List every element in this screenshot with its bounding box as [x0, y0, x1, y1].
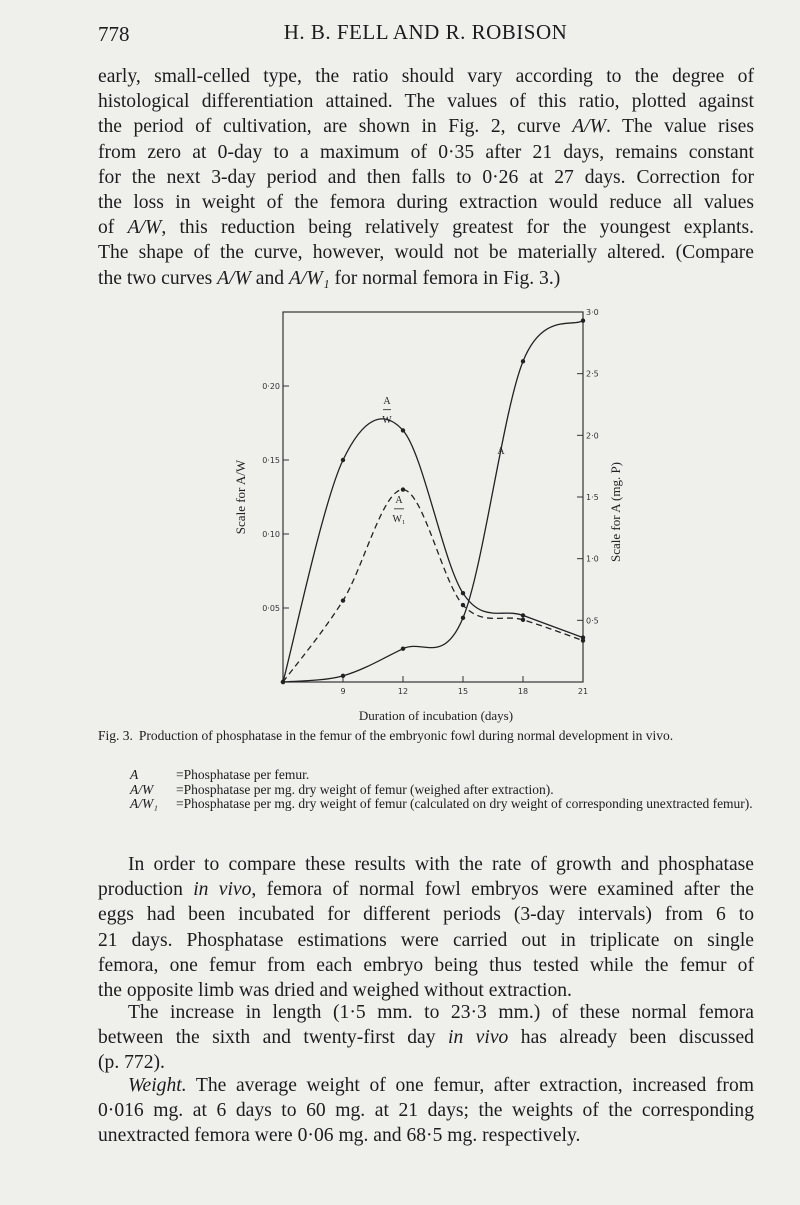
text-line: the two curves A/W and A/W₁ for normal femora in Fig. 3.) [98, 267, 561, 289]
data-point-a [341, 674, 345, 678]
text-line: The increase in length (1·5 mm. to 23·3 mm.) of these normal femora [128, 1002, 754, 1023]
y-left-tick-label: 0·20 [262, 382, 280, 391]
y-right-tick-label: 1·0 [586, 554, 599, 564]
curve-label-a: A [497, 445, 505, 457]
text-line: between the sixth and twenty-first day in vivo has already been discussed [98, 1027, 754, 1049]
text-line: production in vivo, femora of normal fowl embryos were examined after the [98, 879, 754, 901]
figure-3-chart [226, 302, 646, 732]
legend-definition: =Phosphatase per mg. dry weight of femur (calculated on dry weight of corresponding unextracted femur). [176, 796, 753, 811]
data-point-a-w- [461, 603, 465, 607]
text-line: the loss in weight of the femora during extraction would reduce all values [98, 192, 754, 214]
text-line: the period of cultivation, are shown in Fig. 2, curve A/W. The value rises [98, 116, 754, 138]
data-point-a [281, 680, 285, 684]
data-point-a [521, 359, 525, 363]
text-line: 21 days. Phosphatase estimations were carried out in triplicate on single [98, 929, 754, 951]
page-number: 778 [98, 22, 130, 46]
data-point-a-w- [341, 598, 345, 602]
y-left-axis-title: Scale for A/W [233, 459, 248, 535]
paragraph-ratio-values [98, 64, 754, 291]
text-line: In order to compare these results with the rate of growth and phosphatase [128, 854, 754, 875]
legend-row [130, 768, 760, 783]
x-tick-label: 9 [340, 687, 346, 696]
paragraph-weight [98, 1073, 754, 1149]
data-point-a-w [521, 613, 525, 617]
data-point-a-w [341, 458, 345, 462]
text-line: early, small-celled type, the ratio should vary according to the degree of [98, 66, 754, 87]
y-left-tick-label: 0·05 [262, 604, 280, 613]
x-tick-label: 18 [517, 687, 529, 696]
running-head-authors: H. B. FELL AND R. ROBISON [283, 20, 568, 44]
symbol-legend [130, 768, 760, 812]
text-line: of A/W, this reduction being relatively greatest for the youngest explants. [98, 217, 754, 239]
text-line: (p. 772). [98, 1052, 165, 1074]
y-left-tick-label: 0·10 [262, 530, 280, 539]
text-line: from zero at 0-day to a maximum of 0·35 after 21 days, remains constant [98, 141, 754, 163]
text-line: The shape of the curve, however, would not be materially altered. (Compare [98, 242, 754, 264]
data-point-a-w- [401, 487, 405, 491]
data-point-a [461, 616, 465, 620]
figure-caption [98, 728, 758, 743]
legend-row [130, 783, 760, 798]
y-right-axis-title: Scale for A (mg. P) [608, 461, 623, 563]
x-tick-label: 12 [397, 687, 409, 696]
text-line: Weight. The average weight of one femur, after extraction, increased from [128, 1075, 754, 1096]
text-line: femora, one femur from each embryo being thus tested while the femur of [98, 954, 754, 976]
text-line: the opposite limb was dried and weighed without extraction. [98, 980, 572, 1002]
curve-label-aw-denominator: W [382, 415, 392, 426]
legend-symbol: A/W₁ [130, 796, 158, 811]
data-point-a-w [461, 591, 465, 595]
data-point-a-w- [521, 618, 525, 622]
series-line-a-w- [283, 490, 583, 682]
plot-frame [283, 312, 583, 682]
y-right-tick-label: 2·5 [586, 369, 599, 379]
text-line: eggs had been incubated for different periods (3-day intervals) from 6 to [98, 904, 754, 926]
legend-definition: =Phosphatase per mg. dry weight of femur (weighed after extraction). [176, 781, 554, 797]
y-left-tick-label: 0·15 [262, 456, 280, 465]
paragraph-length-increase [98, 1000, 754, 1076]
running-head [98, 18, 753, 50]
text-line: 0·016 mg. at 6 days to 60 mg. at 21 days; the weights of the corresponding [98, 1100, 754, 1122]
series-line-a-w [283, 419, 583, 682]
phosphatase-line-chart [226, 302, 646, 732]
text-line: histological differentiation attained. The values of this ratio, plotted against [98, 91, 754, 113]
curve-label-aw1-denominator: W₁ [392, 514, 406, 526]
figure-id: Fig. 3. [98, 728, 133, 743]
legend-definition: =Phosphatase per femur. [176, 767, 310, 782]
data-point-a-w- [581, 638, 585, 642]
x-axis-title: Duration of incubation (days) [358, 708, 514, 723]
legend-symbol: A [130, 767, 139, 782]
legend-row [130, 797, 760, 812]
caption-text: Production of phosphatase in the femur of the embryonic fowl during normal development in vivo. [138, 728, 674, 743]
legend-symbol: A/W [130, 781, 154, 797]
x-tick-label: 21 [577, 687, 589, 696]
y-right-tick-label: 1·5 [586, 493, 599, 502]
y-right-tick-label: 0·5 [586, 616, 599, 626]
data-point-a-w [401, 428, 405, 432]
curve-label-aw-numerator: A [383, 395, 391, 407]
data-point-a [581, 318, 585, 322]
paragraph-in-vivo-method [98, 852, 754, 1003]
y-right-tick-label: 2·0 [586, 431, 599, 441]
x-tick-label: 15 [457, 687, 469, 696]
text-line: for the next 3-day period and then falls to 0·26 at 27 days. Correction for [98, 166, 754, 188]
text-line: unextracted femora were 0·06 mg. and 68·5 mg. respectively. [98, 1125, 581, 1147]
data-point-a [401, 647, 405, 651]
curve-label-aw1-numerator: A [395, 494, 403, 506]
y-right-tick-label: 3·0 [586, 308, 599, 317]
